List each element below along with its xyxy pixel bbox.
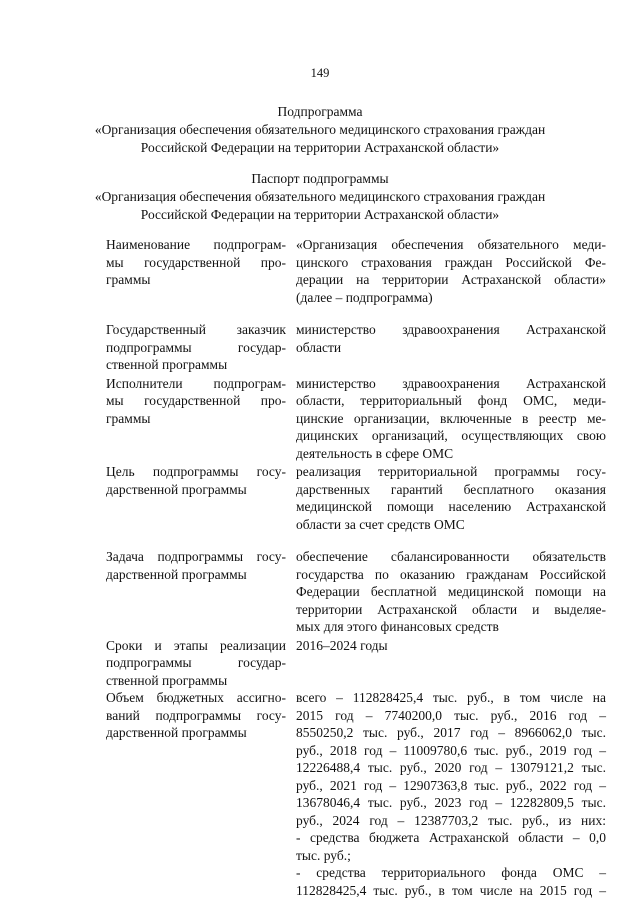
row-label bbox=[106, 375, 286, 463]
value-line: 2015 год – 7740200,0 тыс. руб., 2016 год – bbox=[296, 707, 606, 723]
value-line: министерство здравоохранения Астраханской bbox=[296, 375, 606, 391]
value-line: области за счет средств ОМС bbox=[296, 516, 465, 532]
value-line: дарственных гарантий бесплатного оказания bbox=[296, 481, 606, 497]
value-line: - средства бюджета Астраханской области – 0,0 bbox=[296, 830, 606, 845]
passport-row-task bbox=[106, 548, 606, 636]
value-line: 112828425,4 тыс. руб., в том числе на 2015 год – bbox=[296, 882, 606, 898]
value-line: цинские организации, включенные в реестр ме- bbox=[296, 410, 606, 426]
passport-title-line: Российской Федерации на территории Астраханской области» bbox=[140, 207, 500, 222]
value-line: цинского страхования граждан Российской Фе- bbox=[296, 254, 606, 270]
label-line: дарственной программы bbox=[106, 725, 247, 740]
subprogram-title-line: «Организация обеспечения обязательного медицинского страхования граждан bbox=[94, 122, 546, 137]
label-line: дарственной программы bbox=[106, 481, 247, 497]
row-value bbox=[286, 463, 606, 533]
value-line: области bbox=[296, 339, 342, 355]
label-line: подпрограммы государ- bbox=[106, 655, 286, 670]
passport-row-budget bbox=[106, 689, 606, 899]
row-label bbox=[106, 321, 286, 374]
passport-title-line: «Организация обеспечения обязательного медицинского страхования граждан bbox=[94, 189, 546, 204]
subprogram-title bbox=[0, 103, 640, 157]
value-line: реализация территориальной программы госу- bbox=[296, 464, 606, 479]
value-line: министерство здравоохранения Астраханской bbox=[296, 322, 606, 337]
value-line: 8550250,2 тыс. руб., 2017 год – 8966062,0 тыс. bbox=[296, 725, 606, 740]
label-line: граммы bbox=[106, 272, 151, 287]
label-line: Объем бюджетных ассигно- bbox=[106, 690, 286, 705]
label-line: Сроки и этапы реализации bbox=[106, 637, 286, 653]
value-line: тыс. руб.; bbox=[296, 847, 351, 863]
passport-row-name bbox=[106, 236, 606, 306]
row-label bbox=[106, 548, 286, 636]
value-line: руб., 2018 год – 11009780,6 тыс. руб., 2019 год – bbox=[296, 742, 606, 758]
label-line: Государственный заказчик bbox=[106, 322, 286, 337]
passport-title-line: Паспорт подпрограммы bbox=[251, 171, 389, 186]
value-line: территории Астраханской области и выделяе- bbox=[296, 601, 606, 617]
value-line: дерации на территории Астраханской области» bbox=[296, 272, 606, 287]
label-line: Задача подпрограммы госу- bbox=[106, 549, 286, 564]
row-value bbox=[286, 689, 606, 899]
value-line: области, территориальный фонд ОМС, меди- bbox=[296, 393, 606, 408]
label-line: мы государственной про- bbox=[106, 393, 286, 408]
value-line: медицинской помощи населению Астраханской bbox=[296, 499, 606, 514]
label-line: ственной программы bbox=[106, 672, 228, 688]
value-line: руб., 2021 год – 12907363,8 тыс. руб., 2022 год – bbox=[296, 777, 606, 793]
value-line: - средства территориального фонда ОМС – bbox=[296, 865, 606, 880]
label-line: ваний подпрограммы госу- bbox=[106, 707, 286, 723]
label-line: дарственной программы bbox=[106, 566, 247, 582]
value-line: всего – 112828425,4 тыс. руб., в том числе на bbox=[296, 690, 606, 705]
value-line: 2016–2024 годы bbox=[296, 637, 388, 653]
value-line: деятельность в сфере ОМС bbox=[296, 445, 454, 461]
value-line: «Организация обеспечения обязательного меди- bbox=[296, 237, 606, 252]
value-line: 13678046,4 тыс. руб., 2023 год – 12282809,5 тыс. bbox=[296, 795, 606, 810]
passport-table bbox=[106, 236, 606, 899]
value-line: обеспечение сбалансированности обязательств bbox=[296, 549, 606, 564]
passport-title bbox=[0, 170, 640, 224]
passport-row-goal bbox=[106, 463, 606, 533]
value-line: 12226488,4 тыс. руб., 2020 год – 13079121,2 тыс. bbox=[296, 760, 606, 775]
value-line: (далее – подпрограмма) bbox=[296, 289, 433, 305]
row-label bbox=[106, 689, 286, 899]
row-label bbox=[106, 463, 286, 533]
subprogram-title-line: Подпрограмма bbox=[277, 104, 363, 119]
passport-row-customer bbox=[106, 321, 606, 374]
value-line: Федерации бесплатной медицинской помощи на bbox=[296, 584, 606, 599]
label-line: мы государственной про- bbox=[106, 254, 286, 270]
row-label bbox=[106, 236, 286, 306]
value-line: руб., 2024 год – 12387703,2 тыс. руб., из них: bbox=[296, 812, 606, 828]
label-line: Наименование подпрограм- bbox=[106, 237, 286, 252]
row-value bbox=[286, 548, 606, 636]
row-value bbox=[286, 236, 606, 306]
subprogram-title-line: Российской Федерации на территории Астраханской области» bbox=[140, 140, 500, 155]
passport-row-terms bbox=[106, 637, 606, 690]
row-value bbox=[286, 637, 606, 690]
label-line: Цель подпрограммы госу- bbox=[106, 464, 286, 479]
label-line: Исполнители подпрограм- bbox=[106, 375, 286, 391]
row-value bbox=[286, 375, 606, 463]
row-label bbox=[106, 637, 286, 690]
value-line: дицинских организаций, осуществляющих свою bbox=[296, 428, 606, 443]
value-line: мых для этого финансовых средств bbox=[296, 619, 499, 634]
row-value bbox=[286, 321, 606, 374]
label-line: ственной программы bbox=[106, 357, 228, 372]
label-line: граммы bbox=[106, 410, 151, 426]
label-line: подпрограммы государ- bbox=[106, 339, 286, 355]
passport-row-executors bbox=[106, 375, 606, 463]
value-line: государства по оказанию гражданам Российской bbox=[296, 566, 606, 582]
page-number: 149 bbox=[310, 66, 330, 80]
